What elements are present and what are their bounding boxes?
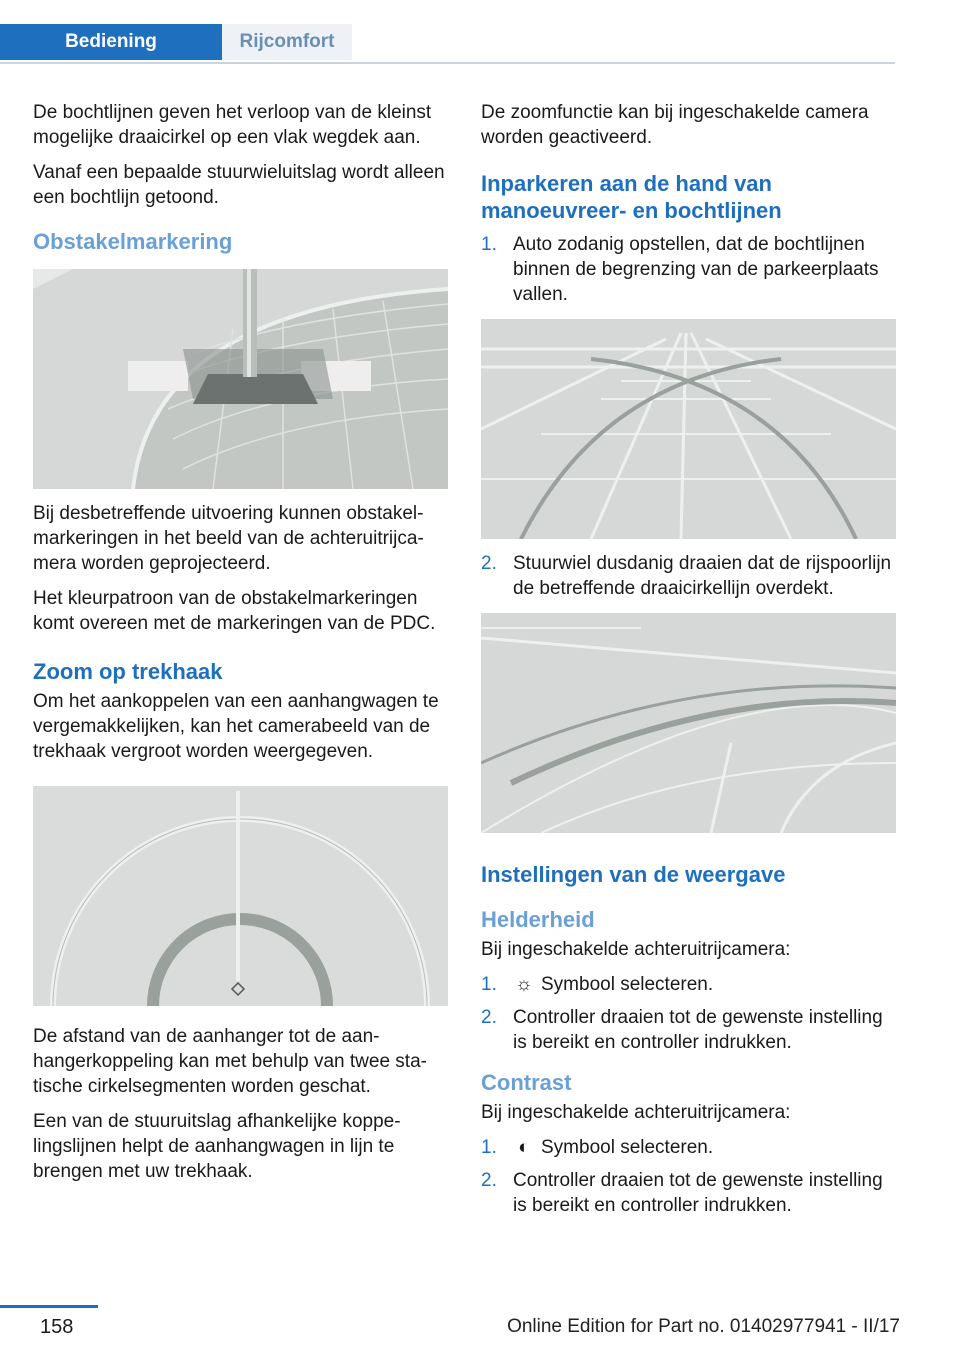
heading-obstacle: Obstakelmarkering <box>33 229 233 254</box>
paragraph: De bochtlijnen geven het verloop van de kleinst mogelijke draaicirkel op een vlak wegdek aan. <box>33 102 432 148</box>
tow-hitch-zoom-image <box>33 786 448 1006</box>
step-text: Stuurwiel dusdanig draaien dat de rijspoorlijn de betreffende draaicirkellijn overdekt. <box>513 553 892 599</box>
page-number: 158 <box>40 1316 74 1338</box>
step-text: Controller draaien tot de gewenste instelling is bereikt en controller indrukken. <box>513 1007 883 1053</box>
parking-lines-image <box>481 319 896 539</box>
paragraph: Bij desbetreffende uitvoering kunnen obstakelmarkeringen in het beeld van de achteruitrijcamera worden geprojecteerd. <box>33 503 424 574</box>
paragraph: Het kleurpatroon van de obstakelmarkeringen komt overeen met de markeringen van de PDC. <box>33 588 436 634</box>
heading-brightness: Helderheid <box>481 907 595 932</box>
step-number: 2. <box>481 553 497 574</box>
paragraph: Vanaf een bepaalde stuurwieluitslag wordt alleen een bochtlijn getoond. <box>33 162 445 208</box>
list-item <box>481 972 896 997</box>
step-number: 1. <box>481 234 497 255</box>
parking-steps-2 <box>481 551 896 601</box>
obstacle-marking-image <box>33 269 448 489</box>
parking-steps-1 <box>481 232 896 307</box>
paragraph: Een van de stuuruitslag afhankelijke koppelingslijnen helpt de aanhangwagen in lijn te brengen met uw trekhaak. <box>33 1111 401 1182</box>
turning-circle-image <box>481 613 896 833</box>
list-item <box>481 1005 896 1055</box>
step-text: Symbool selecteren. <box>541 1137 714 1158</box>
paragraph: De afstand van de aanhanger tot de aanhangerkoppeling kan met behulp van twee statische cirkelsegmenten worden geschat. <box>33 1026 427 1097</box>
step-text: Auto zodanig opstellen, dat de bochtlijnen binnen de begrenzing van de parkeerplaats vallen. <box>513 234 879 305</box>
step-number: 1. <box>481 1137 497 1158</box>
step-number: 1. <box>481 974 497 995</box>
footer-rule <box>0 1305 98 1308</box>
contrast-icon: ◐ <box>518 1137 530 1158</box>
list-item <box>481 1135 896 1160</box>
right-column <box>481 100 896 1230</box>
brightness-icon: ☼ <box>515 974 533 995</box>
step-number: 2. <box>481 1170 497 1191</box>
edition-label: Online Edition for Part no. 01402977941 - II/17 <box>507 1316 900 1337</box>
list-item <box>481 1168 896 1218</box>
step-number: 2. <box>481 1007 497 1028</box>
tab-bediening[interactable]: Bediening <box>0 24 222 60</box>
brightness-steps <box>481 972 896 1055</box>
list-item <box>481 551 896 601</box>
heading-zoom: Zoom op trekhaak <box>33 659 223 684</box>
step-text: Symbool selecteren. <box>541 974 714 995</box>
list-item <box>481 232 896 307</box>
paragraph: Bij ingeschakelde achteruitrijcamera: <box>481 1102 791 1123</box>
step-text: Controller draaien tot de gewenste instelling is bereikt en controller indrukken. <box>513 1170 883 1216</box>
left-column <box>33 100 448 1194</box>
heading-settings: Instellingen van de weergave <box>481 862 786 887</box>
chapter-tabs <box>0 0 895 64</box>
contrast-steps <box>481 1135 896 1218</box>
heading-parking: Inparkeren aan de hand van manoeuvreer- en bochtlijnen <box>481 171 782 223</box>
paragraph: Om het aankoppelen van een aanhangwagen te vergemakkelijken, kan het camerabeeld van de trekhaak vergroot worden weergegeven. <box>33 691 439 762</box>
paragraph: Bij ingeschakelde achteruitrijcamera: <box>481 939 791 960</box>
heading-contrast: Contrast <box>481 1070 572 1095</box>
paragraph: De zoomfunctie kan bij ingeschakelde camera worden geactiveerd. <box>481 102 869 148</box>
tab-rijcomfort[interactable]: Rijcomfort <box>222 24 352 60</box>
